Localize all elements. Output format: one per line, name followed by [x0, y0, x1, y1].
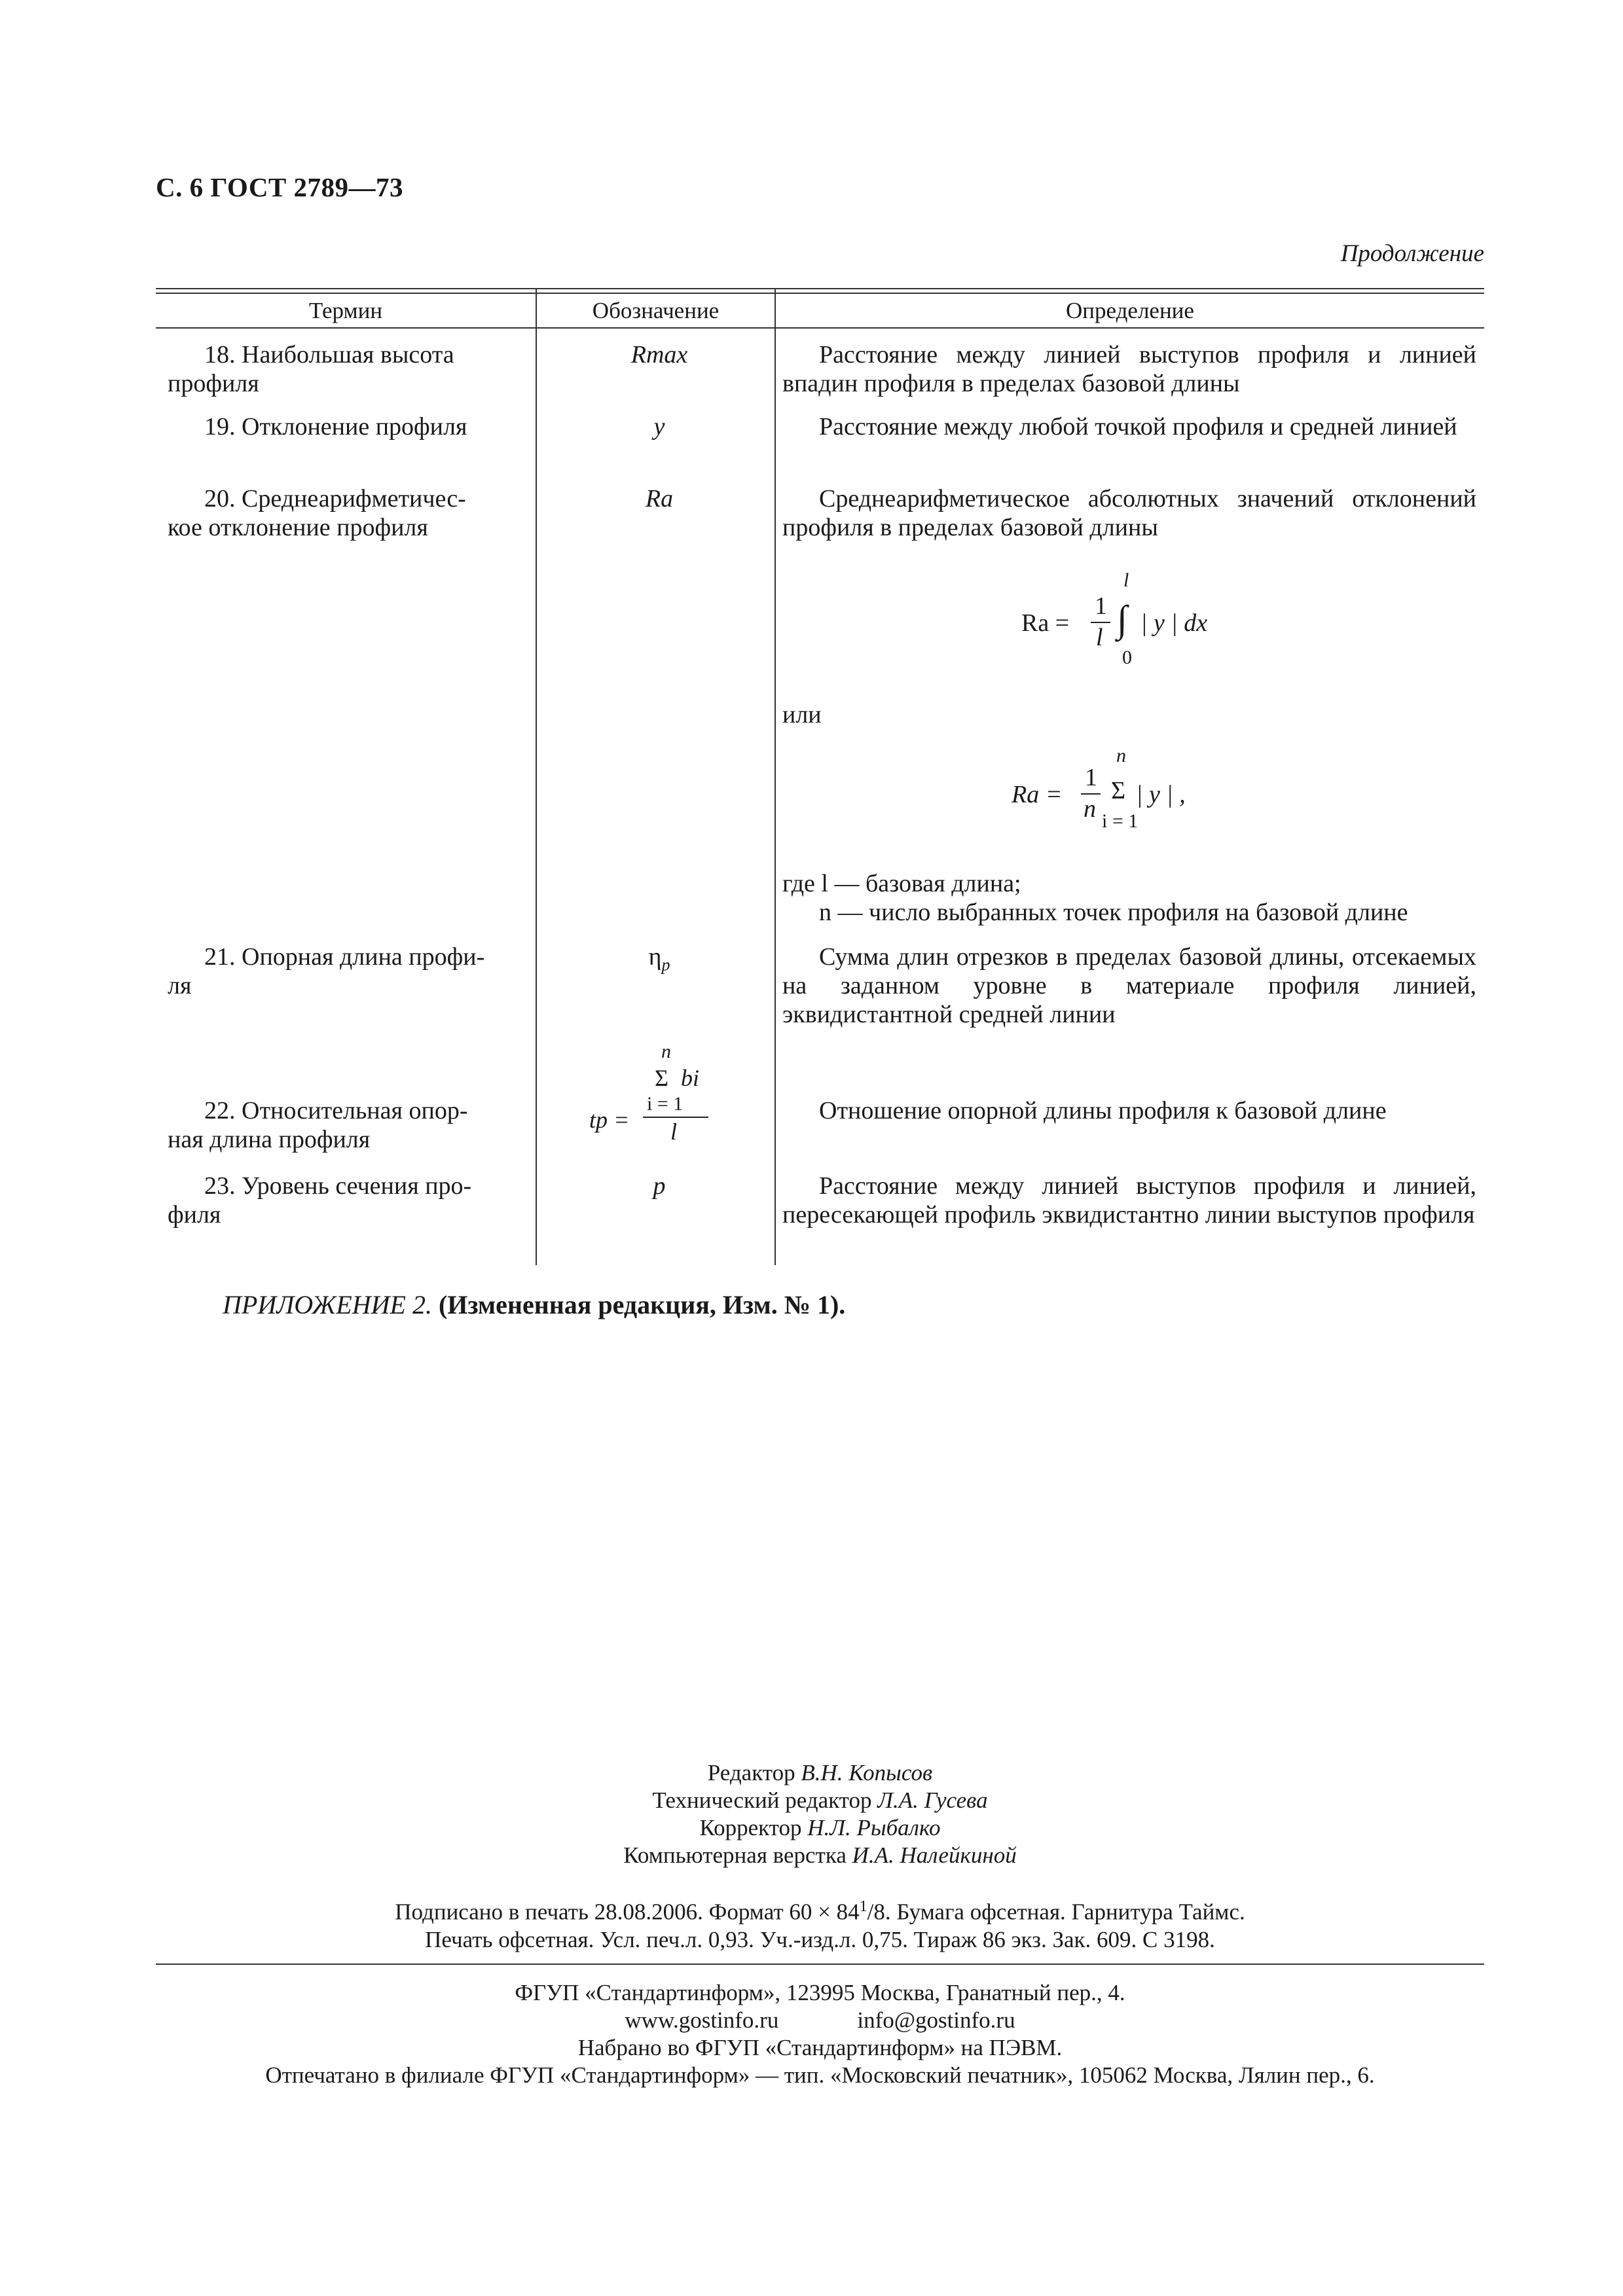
term-symbol: Ra [645, 485, 674, 512]
or-text: или [782, 701, 822, 728]
credit-layout: Компьютерная верстка И.А. Налейкиной [623, 1842, 1017, 1868]
table-row [168, 484, 529, 542]
term-definition: Сумма длин отрезков в пределах базовой длины, отсекаемых на заданном уровне в материале профиля линией, эквидистантной средней линии [782, 943, 1476, 1028]
column-header-symbol: Обозначение [592, 298, 720, 323]
formula-lhs: Ra = [1012, 781, 1063, 808]
integral-lower-limit: 0 [1122, 647, 1132, 668]
term-symbol: y [653, 413, 665, 440]
publisher-printed: Отпечатано в филиале ФГУП «Стандартинформ» — тип. «Московский печатник», 105062 Москва, Лялин пер., 6. [265, 2062, 1375, 2088]
where-l-text: где l — базовая длина; [782, 870, 1021, 897]
term-definition: Среднеарифметическое абсолютных значений отклонений профиля в пределах базовой длины [782, 485, 1476, 541]
integral-upper-limit: l [1123, 569, 1129, 591]
publisher-contacts [156, 2007, 1484, 2034]
sigma-sign: Σ [1111, 777, 1126, 804]
term-text: ная длина профиля [168, 1126, 371, 1153]
term-symbol: Rmax [630, 341, 688, 368]
integrand: | y | dx [1140, 609, 1208, 637]
print-info [156, 1893, 1484, 1954]
term-text: кое отклонение профиля [168, 514, 428, 541]
table-row [168, 1172, 529, 1229]
table-top-rule [156, 288, 1484, 289]
term-definition: Расстояние между любой точкой профиля и средней линией [819, 413, 1457, 440]
term-text: 20. Среднеарифметичес- [204, 485, 466, 512]
credit-corrector: Корректор Н.Л. Рыбалко [699, 1815, 941, 1840]
column-divider-1 [536, 288, 537, 1265]
sum-term: bi [681, 1065, 700, 1091]
term-text: 21. Опорная длина профи- [204, 943, 485, 971]
term-symbol [539, 942, 779, 980]
term-symbol: p [653, 1172, 666, 1200]
print-info-line-2: Печать офсетная. Усл. печ.л. 0,93. Уч.-изд.л. 0,75. Тираж 86 экз. Зак. 609. С 3198. [425, 1926, 1215, 1952]
fraction-denominator: l [1096, 624, 1103, 651]
sum-lower-limit: i = 1 [1102, 810, 1139, 832]
table-row [168, 340, 529, 398]
sum-lower-limit: i = 1 [647, 1093, 684, 1115]
term-text: 19. Отклонение профиля [204, 413, 467, 440]
table-row [168, 942, 529, 1000]
term-definition: Отношение опорной длины профиля к базовой длине [819, 1097, 1387, 1124]
term-line: 18. Наибольшая высота [204, 341, 454, 368]
fraction-numerator: 1 [1085, 764, 1097, 791]
formula-lhs: tp = [589, 1107, 630, 1133]
table-top-rule-double [156, 293, 1484, 294]
integral-sign: ∫ [1117, 598, 1127, 640]
sigma-sign: Σ [655, 1065, 668, 1091]
term-text: ля [168, 972, 192, 999]
credit-editor: Редактор В.Н. Копысов [707, 1760, 933, 1785]
table-header-rule [156, 327, 1484, 329]
column-header-term: Термин [308, 298, 383, 323]
formula-lhs: Ra = [1021, 609, 1070, 637]
term-text: филя [168, 1201, 221, 1229]
where-n-text: n — число выбранных точек профиля на базовой длине [819, 899, 1408, 926]
term-text: 23. Уровень сечения про- [204, 1172, 472, 1200]
amendment-note [223, 1289, 845, 1320]
summand: | y | , [1136, 781, 1186, 808]
publisher-email: info@gostinfo.ru [857, 2007, 1015, 2033]
term-text: профиля [168, 370, 259, 397]
tp-formula [589, 1041, 746, 1158]
fraction-numerator: 1 [1095, 592, 1107, 620]
symbol-subscript: p [661, 955, 670, 975]
column-header-definition: Определение [1066, 298, 1194, 323]
publisher-block [156, 1979, 1484, 2089]
publisher-web: www.gostinfo.ru [625, 2007, 779, 2033]
footer-rule [156, 1964, 1484, 1965]
credit-tech-editor: Технический редактор Л.А. Гусева [652, 1787, 988, 1813]
fraction-denominator: n [1084, 795, 1096, 823]
fraction-denominator: l [670, 1119, 678, 1145]
term-text [168, 340, 529, 369]
sum-upper-limit: n [1116, 745, 1126, 766]
amendment-text: (Измененная редакция, Изм. № 1). [431, 1290, 846, 1319]
credits [156, 1759, 1484, 1869]
page-header: С. 6 ГОСТ 2789—73 [156, 172, 404, 202]
table-row [168, 1096, 529, 1154]
term-definition: Расстояние между линией выступов профиля и линией впадин профиля в пределах базовой длины [782, 341, 1476, 397]
term-definition: Расстояние между линией выступов профиля и линией, пересекающей профиль эквидистантно линии выступов профиля [782, 1172, 1476, 1229]
eta-symbol: η [648, 943, 662, 971]
sum-formula [1012, 745, 1221, 838]
publisher-typeset: Набрано во ФГУП «Стандартинформ» на ПЭВМ. [577, 2035, 1063, 2060]
amendment-ref: ПРИЛОЖЕНИЕ 2. [223, 1290, 432, 1319]
term-text: 22. Относительная опор- [204, 1097, 468, 1124]
print-info-line-1: Подписано в печать 28.08.2006. Формат $60 \times 84^1/8$. Бумага офсетная. Гарнитура Таймс. [395, 1898, 1245, 1925]
continuation-label: Продолжение [1340, 240, 1484, 267]
publisher-address: ФГУП «Стандартинформ», 123995 Москва, Гранатный пер., 4. [515, 1980, 1125, 2005]
integral-formula [1021, 569, 1218, 674]
sum-upper-limit: n [661, 1041, 671, 1062]
